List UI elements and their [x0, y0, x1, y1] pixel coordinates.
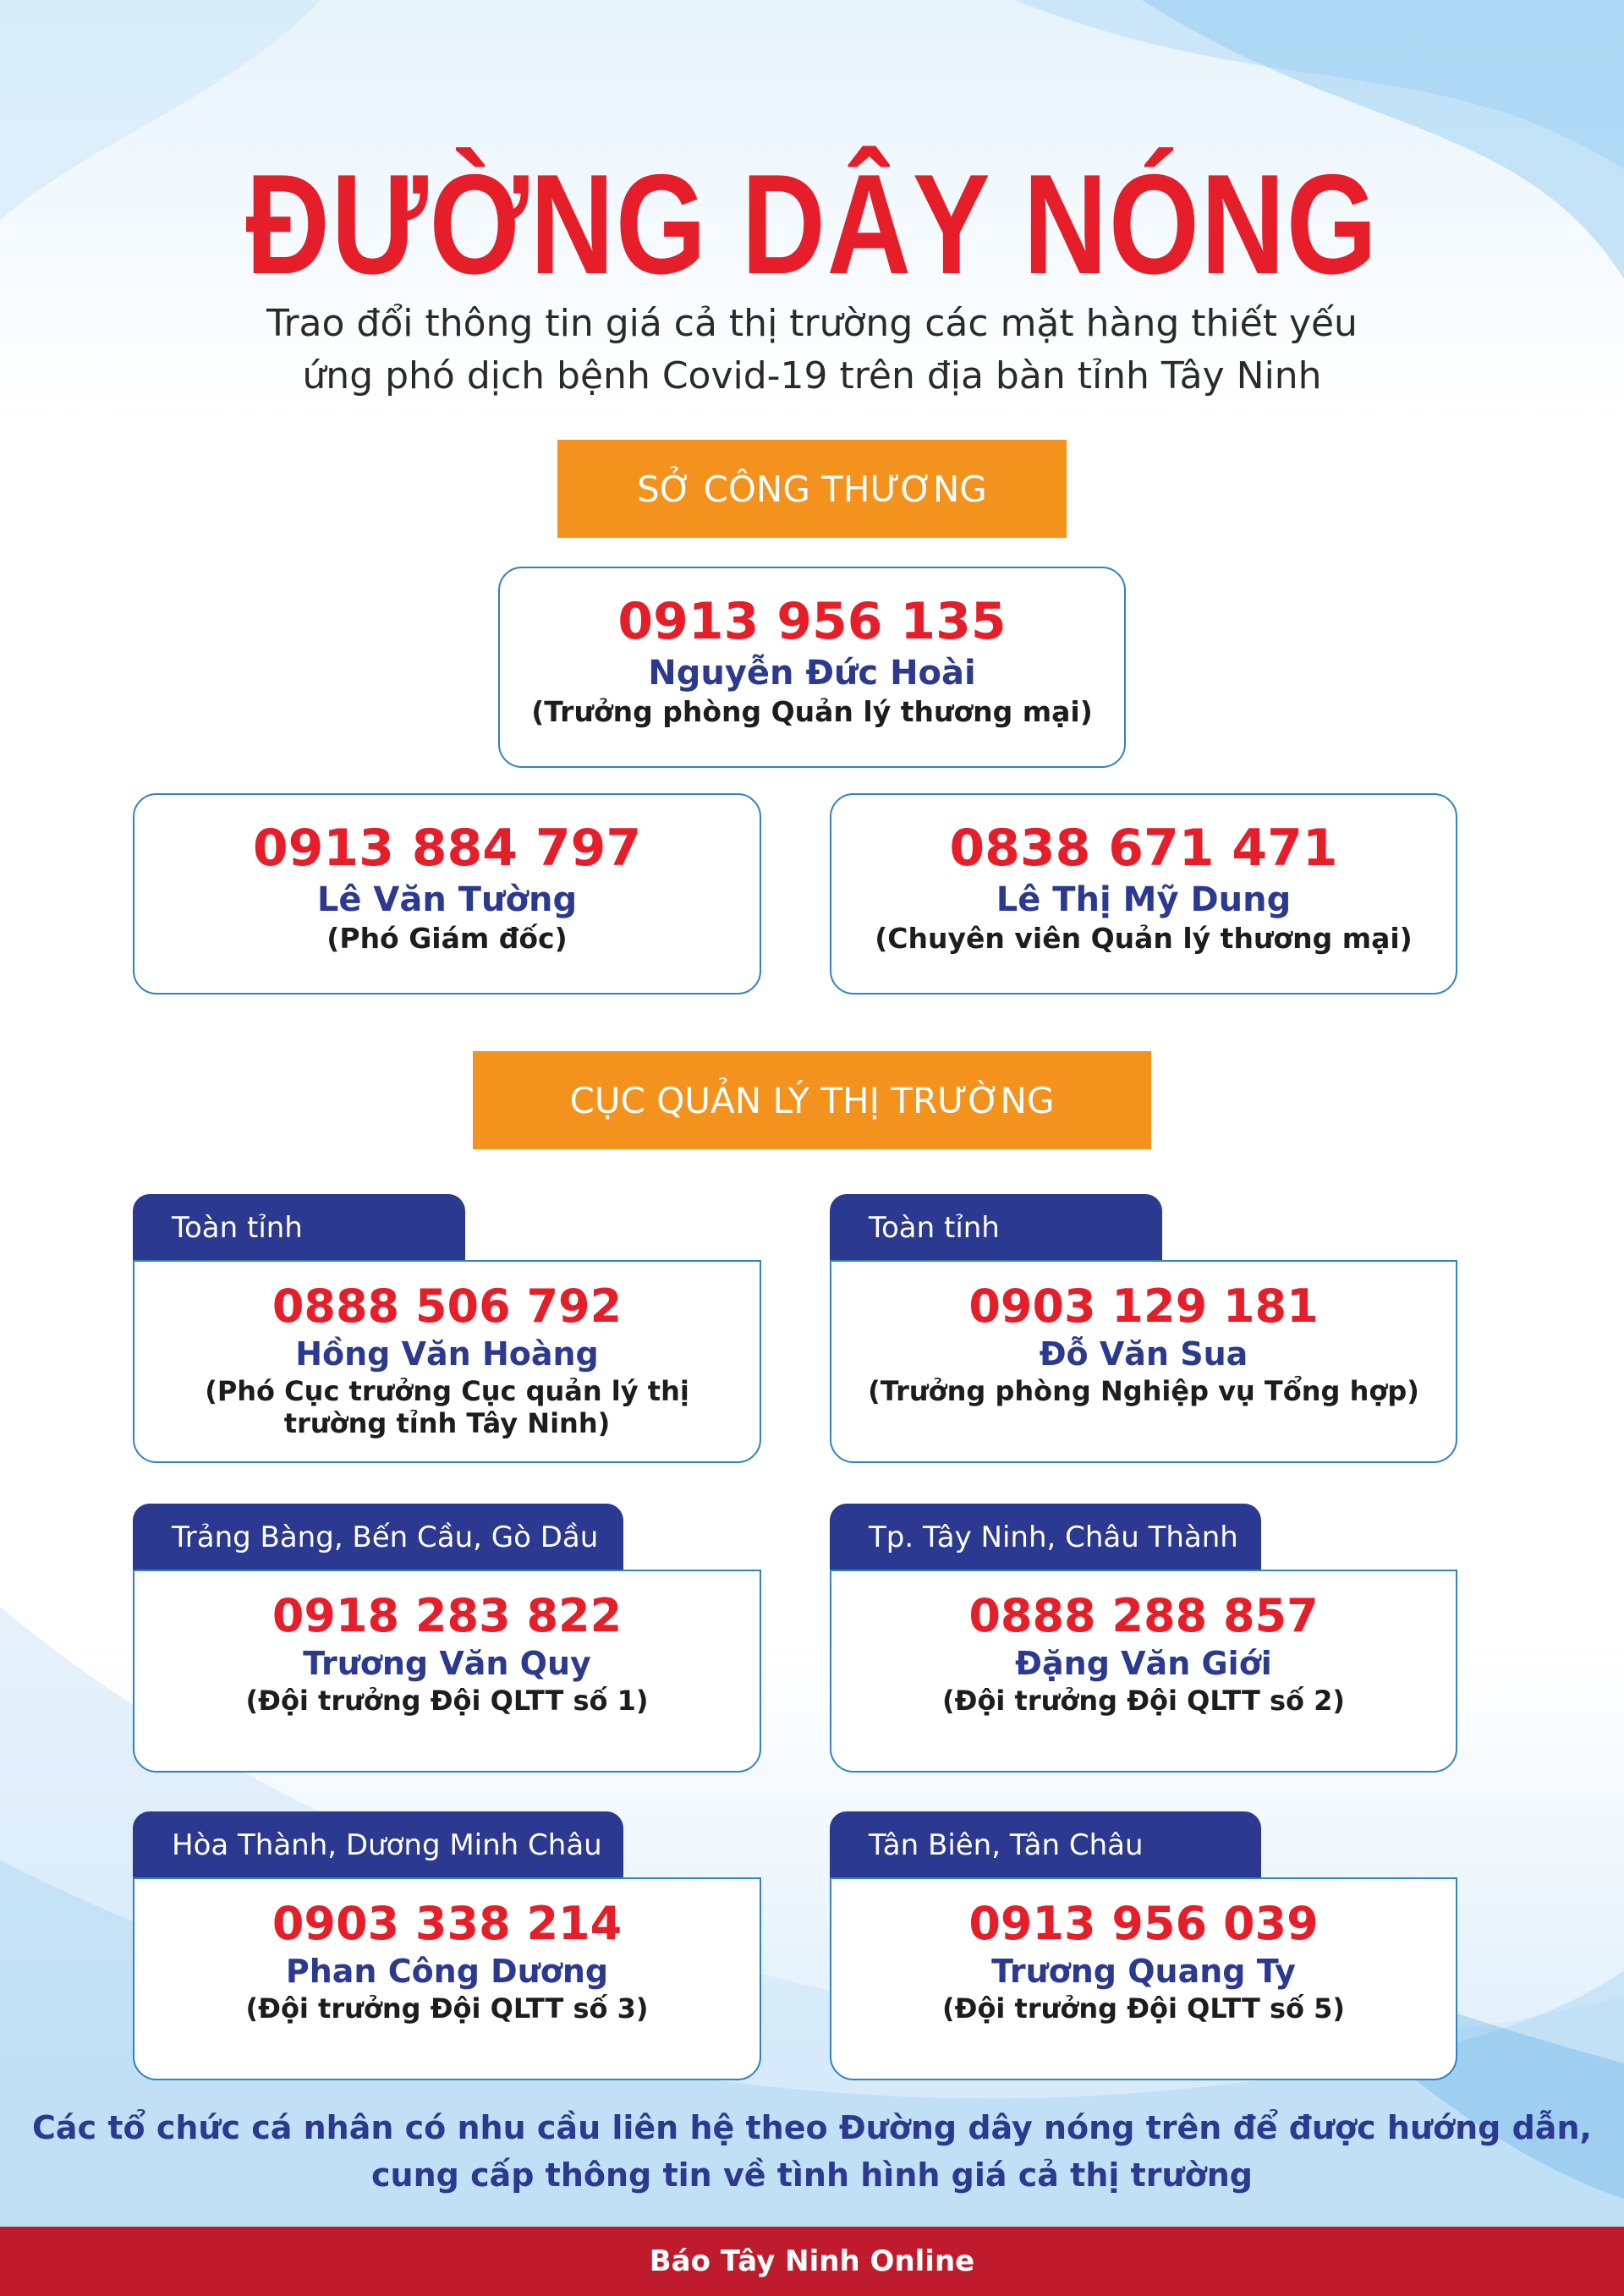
contact-phone[interactable]: 0918 283 822: [272, 1589, 623, 1642]
area-tab: Toàn tỉnh: [133, 1194, 465, 1262]
contact-role: (Đội trưởng Đội QLTT số 1): [245, 1685, 649, 1717]
contact-phone[interactable]: 0838 671 471: [949, 819, 1338, 878]
contact-name: Lê Thị Mỹ Dung: [996, 880, 1292, 919]
subtitle-line-2: ứng phó dịch bệnh Covid-19 trên địa bàn tỉnh Tây Ninh: [302, 354, 1322, 397]
contact-role: (Đội trưởng Đội QLTT số 3): [245, 1992, 649, 2025]
page-subtitle: [0, 298, 1624, 403]
area-tab: Toàn tỉnh: [830, 1194, 1162, 1262]
contact-phone[interactable]: 0888 506 792: [272, 1280, 623, 1333]
contact-card-le-van-tuong: [133, 793, 761, 995]
contact-name: Trương Quang Ty: [991, 1953, 1296, 1990]
footer-source: Báo Tây Ninh Online: [649, 2244, 975, 2278]
area-tab: Hòa Thành, Dương Minh Châu: [133, 1811, 623, 1879]
contact-name: Đặng Văn Giới: [1015, 1645, 1272, 1682]
contact-name: Hồng Văn Hoàng: [295, 1335, 599, 1373]
contact-role: (Chuyên viên Quản lý thương mại): [875, 922, 1413, 955]
area-tab: Tân Biên, Tân Châu: [830, 1811, 1261, 1879]
contact-name: Trương Văn Quy: [303, 1645, 591, 1682]
contact-card-do-van-sua: [830, 1260, 1457, 1463]
area-tab: Trảng Bàng, Bến Cầu, Gò Dầu: [133, 1504, 623, 1571]
contact-phone[interactable]: 0903 338 214: [272, 1897, 623, 1950]
contact-card-truong-quang-ty: [830, 1877, 1457, 2080]
contact-name: Nguyễn Đức Hoài: [648, 654, 976, 693]
contact-role: (Trưởng phòng Nghiệp vụ Tổng hợp): [868, 1375, 1419, 1407]
contact-role: (Đội trưởng Đội QLTT số 2): [942, 1685, 1345, 1717]
footer-note: [0, 2104, 1624, 2199]
contact-name: Phan Công Dương: [285, 1953, 609, 1990]
contact-role: (Phó Cục trưởng Cục quản lý thị trường tỉnh Tây Ninh): [205, 1375, 689, 1439]
contact-card-dang-van-gioi: [830, 1570, 1457, 1773]
contact-card-phan-cong-duong: [133, 1877, 761, 2080]
footer-note-line-2: cung cấp thông tin về tình hình giá cả thị trường: [371, 2156, 1253, 2194]
contact-name: Lê Văn Tường: [316, 880, 578, 919]
contact-card-le-thi-my-dung: [830, 793, 1457, 995]
area-tab: Tp. Tây Ninh, Châu Thành: [830, 1504, 1261, 1571]
contact-phone[interactable]: 0903 129 181: [968, 1280, 1319, 1333]
contact-name: Đỗ Văn Sua: [1039, 1335, 1248, 1373]
contact-phone[interactable]: 0913 956 135: [617, 592, 1007, 651]
cuc-qltt-header: CỤC QUẢN LÝ THỊ TRƯỜNG: [473, 1051, 1151, 1149]
footer-source-bar: [0, 2227, 1624, 2296]
so-cong-thuong-header: SỞ CÔNG THƯƠNG: [557, 440, 1067, 538]
subtitle-line-1: Trao đổi thông tin giá cả thị trường các mặt hàng thiết yếu: [266, 302, 1358, 345]
contact-phone[interactable]: 0888 288 857: [968, 1589, 1319, 1642]
contact-card-nguyen-duc-hoai: [498, 567, 1126, 768]
contact-phone[interactable]: 0913 956 039: [968, 1897, 1319, 1950]
contact-phone[interactable]: 0913 884 797: [252, 819, 642, 878]
contact-role: (Trưởng phòng Quản lý thương mại): [531, 695, 1093, 728]
page-title: ĐƯỜNG DÂY NÓNG: [245, 145, 1379, 304]
footer-note-line-1: Các tổ chức cá nhân có nhu cầu liên hệ theo Đường dây nóng trên để được hướng dẫn,: [32, 2109, 1592, 2146]
contact-card-truong-van-quy: [133, 1570, 761, 1773]
contact-card-hong-van-hoang: [133, 1260, 761, 1463]
contact-role: (Phó Giám đốc): [326, 922, 568, 955]
contact-role: (Đội trưởng Đội QLTT số 5): [942, 1992, 1345, 2025]
